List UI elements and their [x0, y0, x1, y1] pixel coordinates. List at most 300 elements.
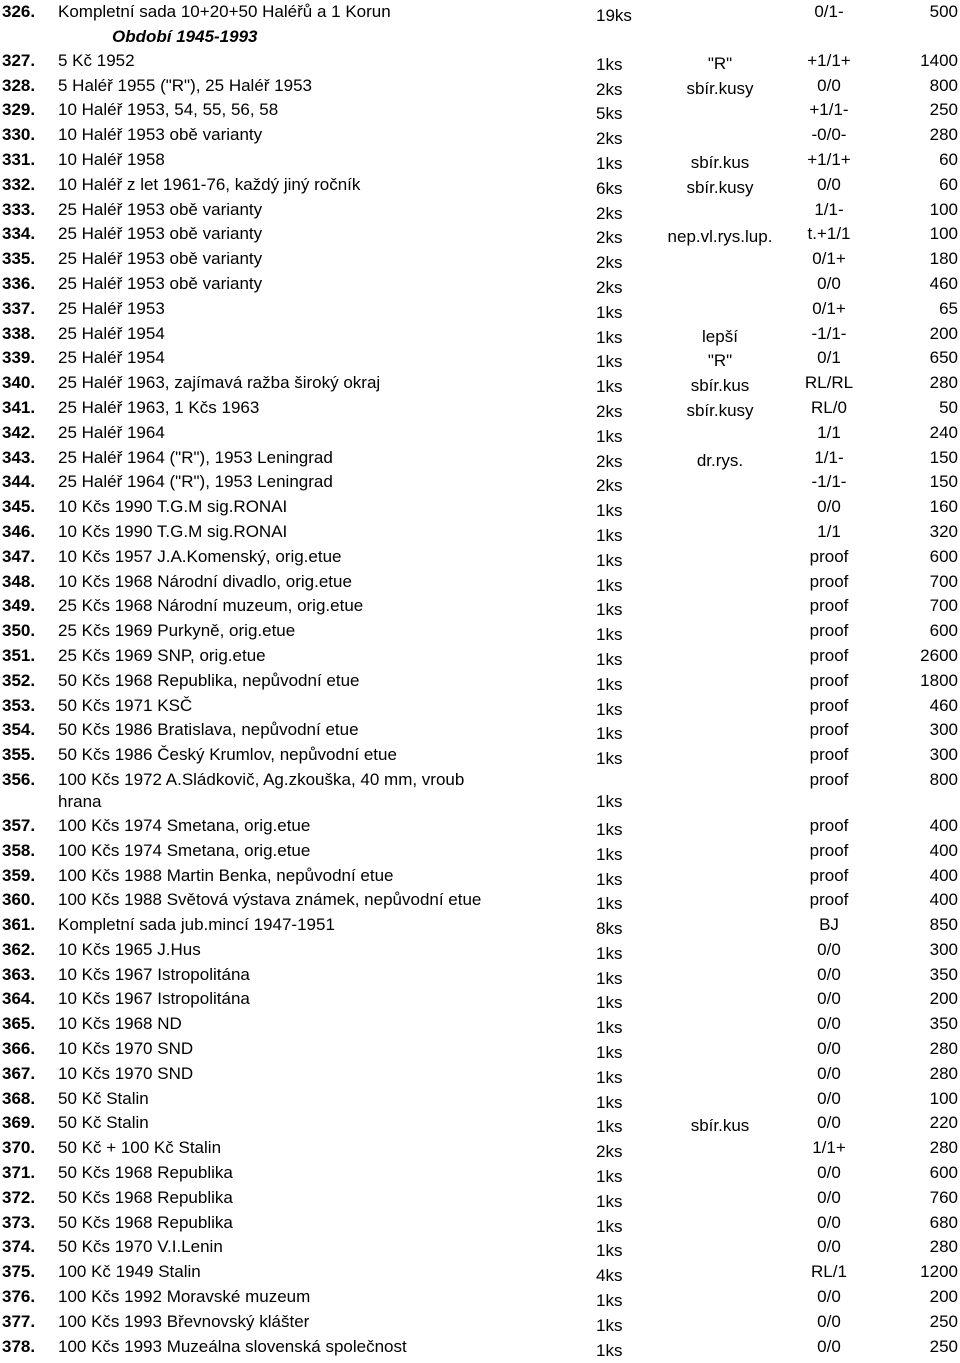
catalog-row: [0, 495, 960, 520]
catalog-row: [0, 371, 960, 396]
lot-quantity: 1ks: [596, 894, 623, 914]
lot-quantity: 1ks: [596, 1167, 623, 1187]
lot-note: "R": [707, 53, 733, 73]
lot-description: 50 Kč Stalin: [58, 1113, 149, 1133]
lot-description: 50 Kčs 1968 Republika: [58, 1163, 233, 1183]
lot-grade: proof: [809, 815, 849, 835]
lot-note: nep.vl.rys.lup.: [667, 227, 773, 247]
lot-quantity: 1ks: [596, 749, 623, 769]
catalog-row: [0, 123, 960, 148]
lot-grade: proof: [809, 720, 849, 740]
lot-price: 60: [939, 149, 958, 169]
lot-description: Kompletní sada 10+20+50 Haléřů a 1 Korun: [58, 2, 391, 21]
lot-description: 25 Haléř 1963, zajímavá ražba široký okraj: [58, 373, 381, 393]
lot-number: 367.: [2, 1063, 36, 1083]
lot-note: sbír.kusy: [686, 78, 754, 98]
lot-quantity: 1ks: [596, 968, 623, 988]
lot-number: 329.: [2, 100, 36, 120]
lot-grade: 1/1: [817, 422, 841, 442]
lot-price: 850: [929, 915, 958, 935]
catalog-row: [0, 1062, 960, 1087]
lot-quantity: 1ks: [596, 1191, 623, 1211]
lot-quantity: 2ks: [596, 79, 623, 99]
lot-quantity: 1ks: [596, 327, 623, 347]
lot-price: 700: [929, 596, 958, 616]
lot-number: 340.: [2, 373, 36, 393]
lot-price: 320: [929, 521, 958, 541]
lot-description: 10 Haléř z let 1961-76, každý jiný ročník: [58, 174, 361, 194]
lot-description: 25 Haléř 1964 ("R"), 1953 Leningrad: [58, 472, 333, 492]
lot-description: 10 Kčs 1968 Národní divadlo, orig.etue: [58, 571, 352, 591]
catalog-row: [0, 49, 960, 74]
lot-description: 25 Haléř 1954: [58, 323, 165, 343]
lot-number: 376.: [2, 1287, 36, 1307]
lot-quantity: 1ks: [596, 1315, 623, 1335]
lot-quantity: 19ks: [596, 6, 632, 25]
lot-grade: 0/0: [817, 1311, 841, 1331]
lot-number: 335.: [2, 249, 36, 269]
lot-grade: 0/0: [817, 1113, 841, 1133]
lot-quantity: 6ks: [596, 178, 623, 198]
lot-grade: proof: [809, 890, 849, 910]
lot-price: 180: [929, 249, 958, 269]
lot-number: 342.: [2, 422, 36, 442]
catalog-row: [0, 520, 960, 545]
lot-number: 331.: [2, 149, 36, 169]
lot-grade: 0/0: [817, 497, 841, 517]
lot-description: 50 Kčs 1971 KSČ: [58, 695, 193, 715]
lot-price: 280: [929, 125, 958, 145]
lot-quantity: 1ks: [596, 819, 623, 839]
lot-number: 341.: [2, 397, 36, 417]
lot-grade: 0/0: [817, 75, 841, 95]
lot-description: 25 Haléř 1953 obě varianty: [58, 249, 263, 269]
lot-price: 600: [929, 1163, 958, 1183]
lot-price: 280: [929, 1039, 958, 1059]
lot-description: 25 Haléř 1953 obě varianty: [58, 199, 263, 219]
lot-grade: 0/0: [817, 1014, 841, 1034]
lot-quantity: 1ks: [596, 426, 623, 446]
lot-grade: 0/0: [817, 1187, 841, 1207]
lot-number: 354.: [2, 720, 36, 740]
lot-number: 350.: [2, 621, 36, 641]
lot-description: 100 Kč 1949 Stalin: [58, 1262, 201, 1282]
lot-description: 10 Kčs 1968 ND: [58, 1014, 182, 1034]
catalog-row: [0, 669, 960, 694]
lot-description: 10 Kčs 1990 T.G.M sig.RONAI: [58, 497, 288, 517]
lot-description: 25 Haléř 1953 obě varianty: [58, 273, 263, 293]
lot-grade: RL/0: [811, 397, 847, 417]
catalog-row: [0, 1211, 960, 1236]
lot-number: 351.: [2, 645, 36, 665]
catalog-row: [0, 768, 960, 814]
lot-grade: RL/RL: [804, 373, 854, 393]
lot-number: 364.: [2, 989, 36, 1009]
catalog-row: [0, 644, 960, 669]
lot-price: 460: [929, 695, 958, 715]
lot-price: 1200: [920, 1262, 958, 1282]
lot-price: 300: [929, 745, 958, 765]
lot-price: 760: [929, 1187, 958, 1207]
lot-price: 60: [939, 174, 958, 194]
lot-note: dr.rys.: [696, 450, 744, 470]
lot-price: 600: [929, 621, 958, 641]
lot-price: 50: [939, 397, 958, 417]
lot-price: 800: [929, 75, 958, 95]
lot-number: 349.: [2, 596, 36, 616]
lot-number: 332.: [2, 174, 36, 194]
lot-number: 333.: [2, 199, 36, 219]
lot-price: 400: [929, 815, 958, 835]
lot-grade: 1/1-: [814, 447, 844, 467]
lot-description: 100 Kčs 1974 Smetana, orig.etue: [58, 815, 311, 835]
lot-quantity: 1ks: [596, 377, 623, 397]
lot-description: 10 Haléř 1958: [58, 149, 165, 169]
catalog-row: [0, 594, 960, 619]
lot-quantity: 1ks: [596, 1340, 623, 1360]
lot-number: 357.: [2, 815, 36, 835]
lot-grade: proof: [809, 670, 849, 690]
catalog-row: [0, 1285, 960, 1310]
lot-price: 280: [929, 1237, 958, 1257]
lot-note: "R": [707, 351, 733, 371]
lot-description: 5 Kč 1952: [58, 50, 135, 70]
lot-number: 348.: [2, 571, 36, 591]
lot-description: 50 Kčs 1970 V.I.Lenin: [58, 1237, 223, 1257]
section-heading: [0, 25, 960, 49]
lot-description: 5 Haléř 1955 ("R"), 25 Haléř 1953: [58, 75, 312, 95]
lot-quantity: 2ks: [596, 253, 623, 273]
lot-number: 328.: [2, 75, 36, 95]
catalog-row: [0, 346, 960, 371]
lot-grade: proof: [809, 621, 849, 641]
lot-price: 100: [929, 1088, 958, 1108]
catalog-list: [0, 49, 960, 768]
catalog-row: [0, 938, 960, 963]
lot-price: 65: [939, 298, 958, 318]
lot-description: 25 Kčs 1969 SNP, orig.etue: [58, 645, 266, 665]
lot-quantity: 1ks: [596, 1018, 623, 1038]
lot-grade: 0/0: [817, 1237, 841, 1257]
catalog-row: [0, 888, 960, 913]
lot-number: 360.: [2, 890, 36, 910]
catalog-top: [0, 0, 960, 25]
lot-price: 250: [929, 1336, 958, 1356]
lot-description: 50 Kčs 1986 Bratislava, nepůvodní etue: [58, 720, 359, 740]
lot-grade: 0/1: [817, 348, 841, 368]
lot-number: 374.: [2, 1237, 36, 1257]
lot-grade: BJ: [819, 915, 839, 935]
lot-description: Kompletní sada jub.mincí 1947-1951: [58, 915, 335, 935]
catalog-row: [0, 0, 960, 25]
lot-description: 10 Kčs 1965 J.Hus: [58, 939, 201, 959]
lot-quantity: 1ks: [596, 153, 623, 173]
lot-number: 377.: [2, 1311, 36, 1331]
lot-quantity: 1ks: [596, 1216, 623, 1236]
lot-quantity: 1ks: [596, 1241, 623, 1261]
catalog-row: [0, 470, 960, 495]
lot-note: sbír.kus: [690, 376, 750, 396]
lot-grade: 0/1+: [812, 298, 846, 318]
lot-quantity: 1ks: [596, 724, 623, 744]
lot-number: 359.: [2, 865, 36, 885]
catalog-row: [0, 421, 960, 446]
lot-description: 100 Kčs 1988 Světová výstava známek, nepůvodní etue: [58, 890, 482, 910]
catalog-list-continued: [0, 814, 960, 1360]
catalog-row: [0, 1012, 960, 1037]
lot-note: sbír.kus: [690, 1116, 750, 1136]
lot-description: 50 Kčs 1968 Republika: [58, 1187, 233, 1207]
lot-price: 100: [929, 199, 958, 219]
lot-price: 350: [929, 1014, 958, 1034]
catalog-row: [0, 148, 960, 173]
lot-price: 160: [929, 497, 958, 517]
lot-number: 370.: [2, 1138, 36, 1158]
lot-grade: 1/1-: [814, 199, 844, 219]
lot-number: 339.: [2, 348, 36, 368]
lot-note: sbír.kusy: [686, 400, 754, 420]
catalog-row: [0, 694, 960, 719]
lot-price: 150: [929, 472, 958, 492]
lot-price: 300: [929, 720, 958, 740]
catalog-row: [0, 446, 960, 471]
section-title: Období 1945-1993: [112, 26, 258, 46]
lot-number: 356.: [2, 769, 36, 789]
lot-grade: 1/1+: [812, 1138, 846, 1158]
catalog-row: [0, 963, 960, 988]
lot-quantity: 1ks: [596, 501, 623, 521]
catalog-row: [0, 322, 960, 347]
lot-price: 240: [929, 422, 958, 442]
lot-grade: -0/0-: [811, 125, 847, 145]
lot-quantity: 1ks: [596, 674, 623, 694]
lot-grade: proof: [809, 840, 849, 860]
lot-quantity: 1ks: [596, 625, 623, 645]
lot-grade: 0/0: [817, 1287, 841, 1307]
lot-description: 25 Haléř 1964 ("R"), 1953 Leningrad: [58, 447, 333, 467]
lot-quantity: 1ks: [596, 1117, 623, 1137]
catalog-row: [0, 173, 960, 198]
lot-price: 700: [929, 571, 958, 591]
lot-quantity: 1ks: [596, 575, 623, 595]
lot-quantity: 1ks: [596, 699, 623, 719]
catalog-row: [0, 1161, 960, 1186]
lot-quantity: 4ks: [596, 1266, 623, 1286]
lot-quantity: 1ks: [596, 600, 623, 620]
lot-price: 1400: [920, 50, 958, 70]
lot-quantity: 2ks: [596, 277, 623, 297]
lot-price: 650: [929, 348, 958, 368]
lot-grade: proof: [809, 695, 849, 715]
lot-quantity: 2ks: [596, 203, 623, 223]
catalog-row: [0, 247, 960, 272]
catalog-row: [0, 74, 960, 99]
lot-number: 353.: [2, 695, 36, 715]
catalog-row: [0, 913, 960, 938]
lot-price: 200: [929, 989, 958, 1009]
lot-number: 355.: [2, 745, 36, 765]
lot-price: 200: [929, 323, 958, 343]
lot-grade: 0/1+: [812, 249, 846, 269]
lot-description: 10 Kčs 1967 Istropolitána: [58, 989, 250, 1009]
lot-quantity: 1ks: [596, 943, 623, 963]
lot-quantity: 1ks: [596, 1067, 623, 1087]
catalog-row: [0, 987, 960, 1012]
lot-number: 347.: [2, 546, 36, 566]
lot-number: 334.: [2, 224, 36, 244]
catalog-row: [0, 222, 960, 247]
lot-grade: proof: [809, 865, 849, 885]
lot-grade: -1/1-: [811, 472, 847, 492]
lot-number: 378.: [2, 1336, 36, 1356]
lot-price: 300: [929, 939, 958, 959]
lot-grade: +1/1+: [807, 50, 851, 70]
catalog-row: [0, 396, 960, 421]
lot-quantity: 2ks: [596, 228, 623, 248]
lot-grade: proof: [809, 769, 849, 789]
lot-grade: 0/0: [817, 1163, 841, 1183]
catalog-row: [0, 1186, 960, 1211]
lot-description: 50 Kč + 100 Kč Stalin: [58, 1138, 222, 1158]
lot-description: 50 Kčs 1968 Republika: [58, 1212, 233, 1232]
lot-grade: 0/0: [817, 1212, 841, 1232]
lot-grade: 0/0: [817, 939, 841, 959]
lot-price: 800: [929, 769, 958, 789]
lot-price: 280: [929, 373, 958, 393]
catalog-row: [0, 545, 960, 570]
lot-quantity: 2ks: [596, 451, 623, 471]
lot-number: 372.: [2, 1187, 36, 1207]
lot-description: 25 Haléř 1953: [58, 298, 165, 318]
lot-price: 680: [929, 1212, 958, 1232]
lot-price: 250: [929, 100, 958, 120]
lot-description: 10 Kčs 1970 SND: [58, 1039, 194, 1059]
lot-price: 350: [929, 964, 958, 984]
lot-quantity: 2ks: [596, 401, 623, 421]
lot-description: 100 Kčs 1993 Muzeálna slovenská společnost: [58, 1336, 407, 1356]
lot-price: 100: [929, 224, 958, 244]
lot-number: 371.: [2, 1163, 36, 1183]
lot-description: 25 Kčs 1969 Purkyně, orig.etue: [58, 621, 296, 641]
lot-number: 352.: [2, 670, 36, 690]
lot-description-continued: hrana: [58, 791, 102, 811]
lot-quantity: 1ks: [596, 550, 623, 570]
catalog-row: [0, 570, 960, 595]
lot-grade: 0/0: [817, 964, 841, 984]
lot-number: 345.: [2, 497, 36, 517]
lot-description: 10 Kčs 1970 SND: [58, 1063, 194, 1083]
lot-grade: proof: [809, 571, 849, 591]
lot-price: 250: [929, 1311, 958, 1331]
lot-number: 361.: [2, 915, 36, 935]
lot-description: 100 Kčs 1972 A.Sládkovič, Ag.zkouška, 40 mm, vroub: [58, 769, 465, 789]
lot-grade: +1/1-: [809, 100, 849, 120]
lot-grade: 0/0: [817, 1063, 841, 1083]
lot-note: lepší: [702, 326, 738, 346]
lot-number: 346.: [2, 521, 36, 541]
lot-note: sbír.kus: [690, 152, 750, 172]
lot-description: 50 Kčs 1986 Český Krumlov, nepůvodní etue: [58, 745, 397, 765]
catalog-row: [0, 839, 960, 864]
lot-description: 100 Kčs 1988 Martin Benka, nepůvodní etue: [58, 865, 394, 885]
lot-description: 50 Kč Stalin: [58, 1088, 149, 1108]
lot-number: 338.: [2, 323, 36, 343]
lot-quantity: 1ks: [596, 1092, 623, 1112]
lot-quantity: 2ks: [596, 129, 623, 149]
lot-number: 362.: [2, 939, 36, 959]
lot-price: 150: [929, 447, 958, 467]
lot-price: 400: [929, 840, 958, 860]
lot-price: 460: [929, 273, 958, 293]
lot-description: 10 Kčs 1967 Istropolitána: [58, 964, 250, 984]
catalog-row: [0, 272, 960, 297]
catalog-row: [0, 743, 960, 768]
lot-grade: 1/1: [817, 521, 841, 541]
lot-price: 220: [929, 1113, 958, 1133]
lot-description: 25 Haléř 1963, 1 Kčs 1963: [58, 397, 260, 417]
catalog-row: [0, 1260, 960, 1285]
lot-note: sbír.kusy: [686, 177, 754, 197]
lot-price: 1800: [920, 670, 958, 690]
lot-description: 100 Kčs 1993 Břevnovský klášter: [58, 1311, 310, 1331]
lot-grade: proof: [809, 596, 849, 616]
lot-price: 500: [929, 2, 958, 21]
lot-description: 10 Haléř 1953 obě varianty: [58, 125, 263, 145]
lot-grade: RL/1: [811, 1262, 847, 1282]
lot-grade: +1/1+: [807, 149, 851, 169]
lot-number: 344.: [2, 472, 36, 492]
lot-number: 330.: [2, 125, 36, 145]
lot-quantity: 1ks: [596, 1291, 623, 1311]
lot-price: 400: [929, 890, 958, 910]
lot-number: 326.: [2, 2, 36, 21]
lot-description: 25 Haléř 1954: [58, 348, 165, 368]
catalog-row: [0, 1136, 960, 1161]
catalog-row: [0, 1087, 960, 1112]
catalog-row: [0, 198, 960, 223]
lot-number: 375.: [2, 1262, 36, 1282]
lot-description: 10 Haléř 1953, 54, 55, 56, 58: [58, 100, 279, 120]
lot-price: 280: [929, 1063, 958, 1083]
lot-quantity: 1ks: [596, 791, 623, 811]
lot-description: 50 Kčs 1968 Republika, nepůvodní etue: [58, 670, 360, 690]
lot-grade: 0/0: [817, 174, 841, 194]
lot-number: 358.: [2, 840, 36, 860]
lot-description: 10 Kčs 1990 T.G.M sig.RONAI: [58, 521, 288, 541]
lot-quantity: 1ks: [596, 54, 623, 74]
lot-grade: 0/0: [817, 273, 841, 293]
catalog-row: [0, 1310, 960, 1335]
lot-quantity: 1ks: [596, 649, 623, 669]
catalog-row: [0, 814, 960, 839]
lot-description: 25 Haléř 1953 obě varianty: [58, 224, 263, 244]
catalog-row: [0, 297, 960, 322]
lot-number: 336.: [2, 273, 36, 293]
lot-quantity: 5ks: [596, 104, 623, 124]
lot-price: 200: [929, 1287, 958, 1307]
catalog-row: [0, 619, 960, 644]
lot-description: 10 Kčs 1957 J.A.Komenský, orig.etue: [58, 546, 342, 566]
lot-grade: proof: [809, 645, 849, 665]
lot-quantity: 1ks: [596, 869, 623, 889]
lot-quantity: 1ks: [596, 1043, 623, 1063]
lot-quantity: 1ks: [596, 993, 623, 1013]
lot-number: 368.: [2, 1088, 36, 1108]
lot-grade: t.+1/1: [807, 224, 851, 244]
lot-price: 280: [929, 1138, 958, 1158]
lot-quantity: 1ks: [596, 302, 623, 322]
lot-description: 100 Kčs 1992 Moravské muzeum: [58, 1287, 311, 1307]
